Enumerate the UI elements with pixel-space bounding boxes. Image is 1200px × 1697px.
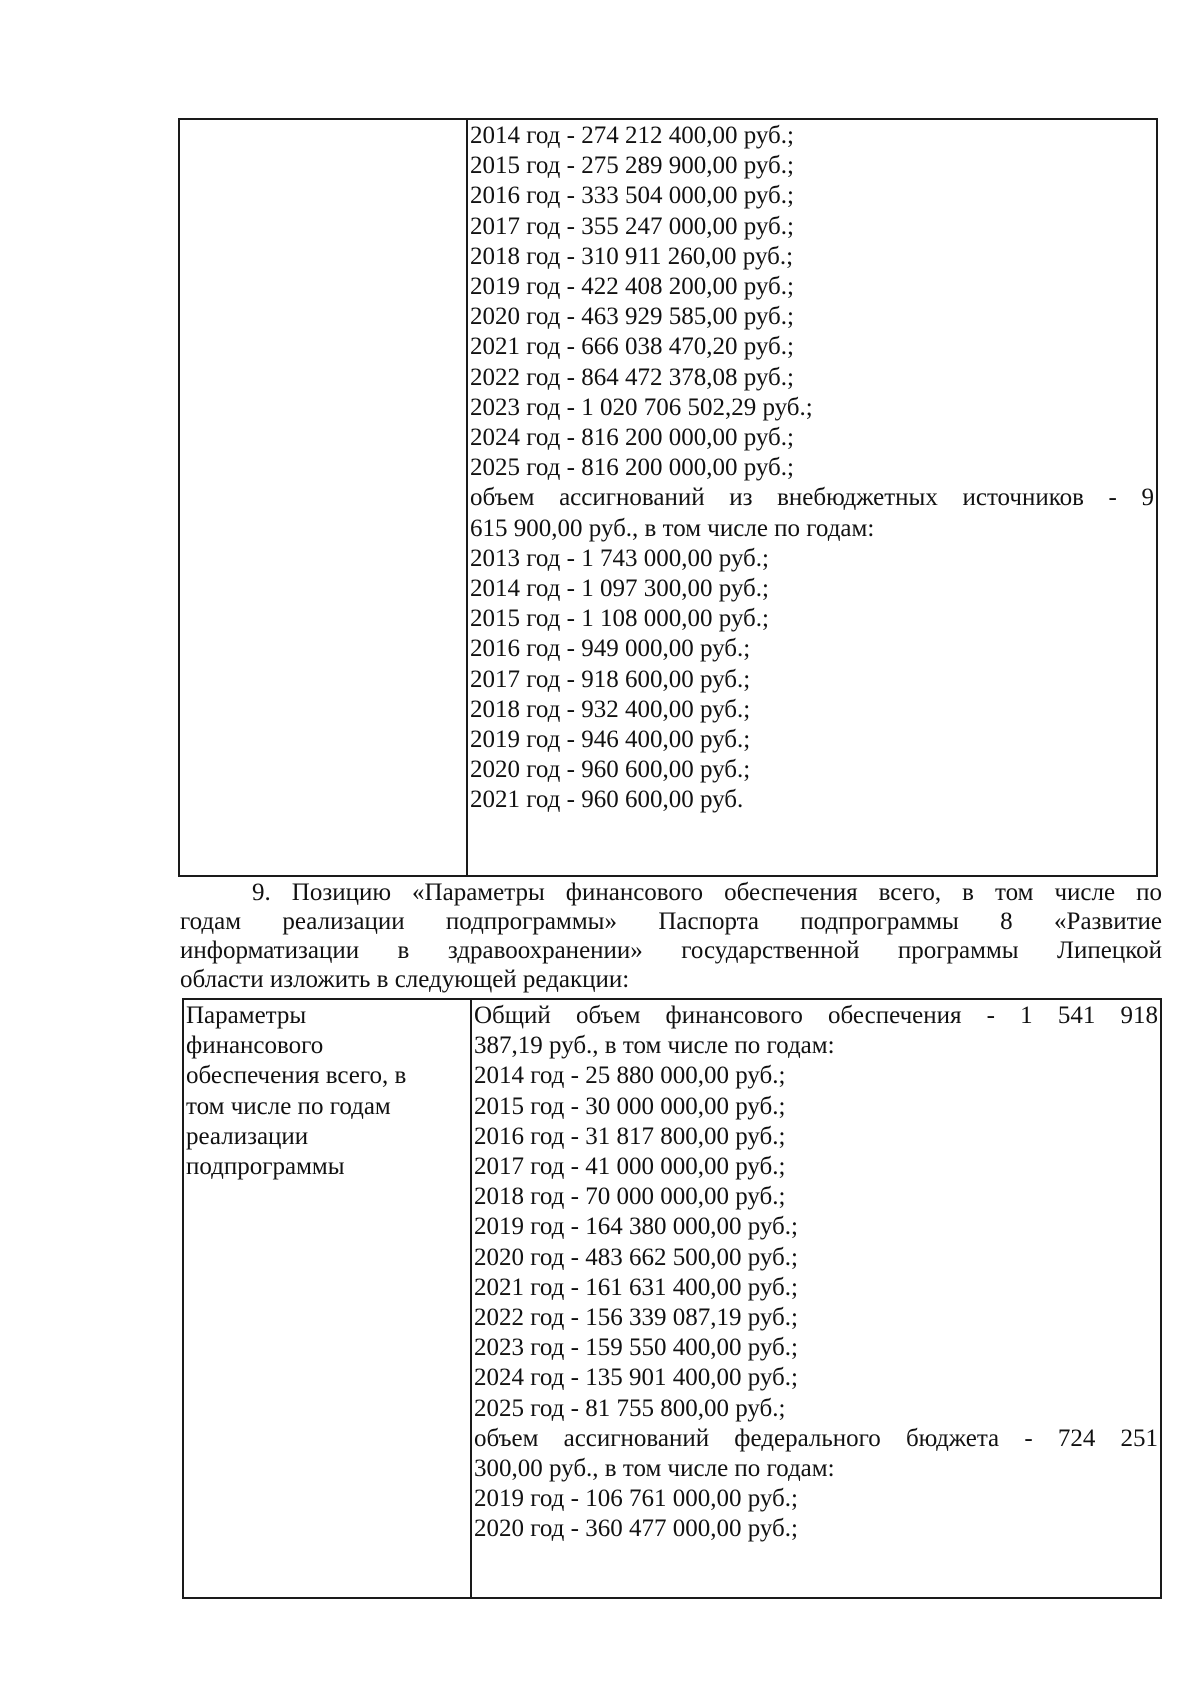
financing-line: 2016 год - 31 817 800,00 руб.; [474,1122,786,1150]
financing-line: 2022 год - 156 339 087,19 руб.; [474,1304,798,1332]
budget-line: 2014 год - 274 212 400,00 руб.; [470,122,794,149]
extra-budget-heading: объем ассигнований из внебюджетных источников - 9 [470,484,1154,512]
federal-budget-heading: объем ассигнований федерального бюджета - 724 251 [474,1424,1158,1452]
federal-budget-line: 2019 год - 106 761 000,00 руб.; [474,1485,798,1513]
financing-line: 2025 год - 81 755 800,00 руб.; [474,1394,786,1422]
budget-table-continuation [178,118,1158,877]
total-financing-heading-cont: 387,19 руб., в том числе по годам: [474,1032,835,1060]
extra-budget-line: 2021 год - 960 600,00 руб. [470,786,744,814]
extra-budget-heading-cont: 615 900,00 руб., в том числе по годам: [470,514,875,542]
extra-budget-line: 2015 год - 1 108 000,00 руб.; [470,605,769,633]
budget-line: 2023 год - 1 020 706 502,29 руб.; [470,393,813,421]
paragraph-line: 9. Позицию «Параметры финансового обеспечения всего, в том числе по [252,879,1162,906]
extra-budget-line: 2018 год - 932 400,00 руб.; [470,695,751,723]
table-label-cell [184,1000,472,1597]
paragraph-line: информатизации в здравоохранении» государственной программы Липецкой [180,937,1162,964]
financing-line: 2023 год - 159 550 400,00 руб.; [474,1334,798,1362]
label-line: подпрограммы [186,1153,345,1181]
label-line: реализации [186,1122,309,1150]
budget-line: 2024 год - 816 200 000,00 руб.; [470,424,794,452]
extra-budget-line: 2019 год - 946 400,00 руб.; [470,726,751,754]
label-line: обеспечения всего, в [186,1062,407,1090]
amendment-paragraph [180,878,1162,994]
federal-budget-heading-cont: 300,00 руб., в том числе по годам: [474,1455,835,1483]
budget-line: 2015 год - 275 289 900,00 руб.; [470,152,794,180]
paragraph-line: области изложить в следующей редакции: [180,966,630,993]
table-values-cell [468,120,1156,875]
financing-line: 2019 год - 164 380 000,00 руб.; [474,1213,798,1241]
label-line: Параметры [186,1002,307,1029]
extra-budget-line: 2017 год - 918 600,00 руб.; [470,665,751,693]
table-values-cell [472,1000,1160,1597]
budget-line: 2017 год - 355 247 000,00 руб.; [470,212,794,240]
label-line: финансового [186,1032,324,1060]
total-financing-heading: Общий объем финансового обеспечения - 1 541 918 [474,1002,1158,1029]
budget-line: 2019 год - 422 408 200,00 руб.; [470,273,794,301]
financing-line: 2021 год - 161 631 400,00 руб.; [474,1273,798,1301]
budget-line: 2021 год - 666 038 470,20 руб.; [470,333,794,361]
budget-line: 2018 год - 310 911 260,00 руб.; [470,242,794,270]
extra-budget-line: 2016 год - 949 000,00 руб.; [470,635,751,663]
financing-line: 2015 год - 30 000 000,00 руб.; [474,1092,786,1120]
financing-line: 2014 год - 25 880 000,00 руб.; [474,1062,786,1090]
label-line: том числе по годам [186,1092,391,1120]
budget-line: 2025 год - 816 200 000,00 руб.; [470,454,794,482]
federal-budget-line: 2020 год - 360 477 000,00 руб.; [474,1515,798,1543]
financing-line: 2018 год - 70 000 000,00 руб.; [474,1183,786,1211]
table-label-cell-empty [180,120,468,875]
financing-line: 2024 год - 135 901 400,00 руб.; [474,1364,798,1392]
financing-line: 2017 год - 41 000 000,00 руб.; [474,1153,786,1181]
paragraph-line: годам реализации подпрограммы» Паспорта подпрограммы 8 «Развитие [180,908,1162,935]
budget-line: 2020 год - 463 929 585,00 руб.; [470,303,794,331]
financing-line: 2020 год - 483 662 500,00 руб.; [474,1243,798,1271]
budget-line: 2022 год - 864 472 378,08 руб.; [470,363,794,391]
extra-budget-line: 2020 год - 960 600,00 руб.; [470,756,751,784]
extra-budget-line: 2013 год - 1 743 000,00 руб.; [470,544,769,572]
subprogram-financing-table [182,998,1162,1599]
budget-line: 2016 год - 333 504 000,00 руб.; [470,182,794,210]
extra-budget-line: 2014 год - 1 097 300,00 руб.; [470,575,769,603]
